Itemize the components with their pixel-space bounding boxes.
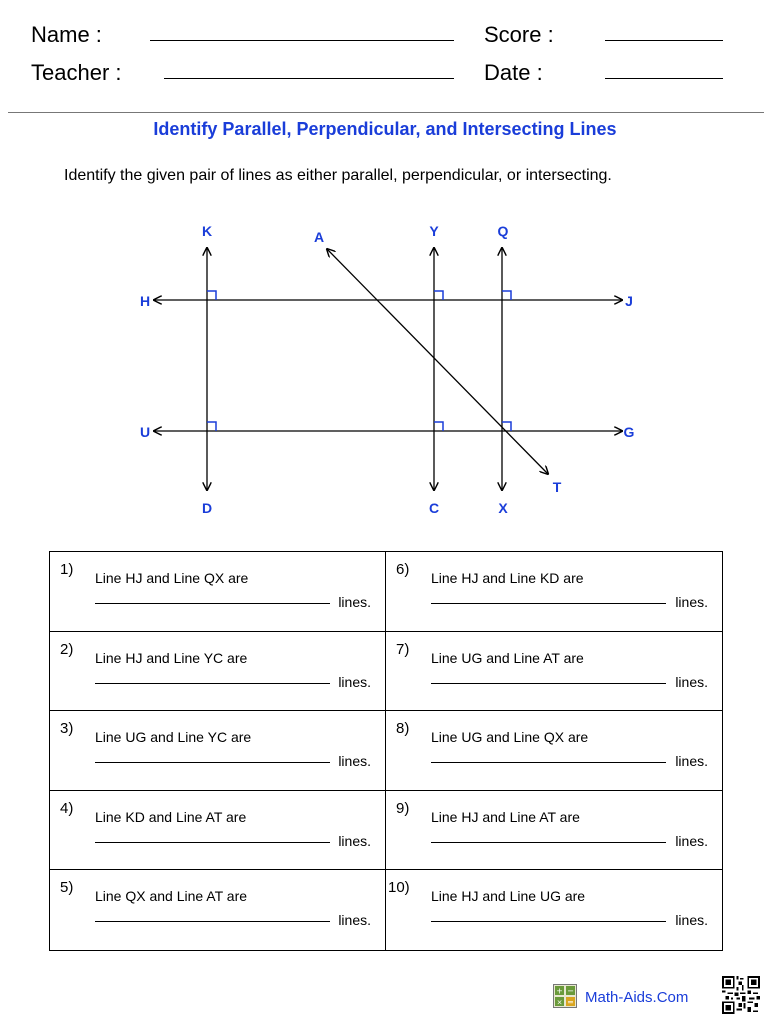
question-cell (386, 791, 722, 871)
score-label: Score : (484, 22, 554, 47)
label-t: T (552, 479, 562, 495)
answer-blank[interactable] (95, 746, 330, 763)
label-a: A (313, 229, 325, 245)
label-d: D (201, 500, 213, 516)
right-angle-marker (434, 422, 443, 431)
question-cell (386, 870, 722, 950)
answer-blank[interactable] (95, 587, 330, 604)
question-number: 4) (60, 799, 74, 817)
answer-blank[interactable] (431, 587, 666, 604)
question-number: 1) (60, 561, 74, 578)
answer-blank[interactable] (431, 826, 666, 843)
worksheet-title: Identify Parallel, Perpendicular, and Intersecting Lines (153, 119, 617, 139)
label-u: U (139, 424, 151, 440)
question-text: Line KD and Line AT are (95, 808, 247, 825)
question-suffix: lines. (675, 912, 708, 929)
question-text: Line QX and Line AT are (95, 888, 248, 905)
date-field[interactable] (605, 78, 723, 79)
right-angle-marker (502, 291, 511, 300)
right-angle-marker (434, 291, 443, 300)
name-field[interactable] (150, 40, 454, 41)
line-at (327, 249, 548, 474)
question-number: 9) (396, 799, 410, 817)
answer-blank[interactable] (431, 667, 666, 684)
question-number: 7) (396, 640, 410, 658)
label-q: Q (497, 223, 509, 239)
question-suffix: lines. (338, 912, 371, 929)
date-label: Date : (484, 60, 543, 85)
label-j: J (625, 293, 633, 309)
question-text: Line UG and Line QX are (431, 729, 589, 746)
answer-blank[interactable] (95, 826, 330, 843)
right-angle-marker (207, 291, 216, 300)
question-suffix: lines. (338, 673, 371, 690)
label-c: C (428, 500, 440, 516)
right-angle-marker (207, 422, 216, 431)
lines-figure (0, 210, 770, 525)
question-text: Line HJ and Line KD are (431, 570, 584, 586)
footer-brand-link[interactable]: Math-Aids.Com (585, 989, 689, 1006)
teacher-field[interactable] (164, 78, 454, 79)
calculator-icon (553, 984, 577, 1008)
question-text: Line HJ and Line YC are (95, 649, 248, 666)
answer-blank[interactable] (95, 667, 330, 684)
question-text: Line UG and Line AT are (431, 649, 584, 666)
instructions: Identify the given pair of lines as either parallel, perpendicular, or intersecting. (64, 167, 612, 184)
score-field[interactable] (605, 40, 723, 41)
svg-text:=: = (567, 997, 574, 1007)
label-h: H (139, 293, 151, 309)
teacher-label: Teacher : (31, 60, 122, 85)
question-suffix: lines. (338, 594, 371, 610)
question-cell (50, 791, 386, 871)
question-number: 8) (396, 720, 410, 738)
question-suffix: lines. (675, 753, 708, 770)
question-text: Line HJ and Line QX are (95, 570, 249, 586)
question-text: Line HJ and Line UG are (431, 888, 586, 905)
question-cell (50, 870, 386, 950)
label-k: K (201, 223, 213, 239)
question-suffix: lines. (338, 832, 371, 849)
question-number: 2) (60, 640, 74, 658)
label-y: Y (429, 223, 439, 239)
svg-text:×: × (556, 998, 563, 1007)
question-suffix: lines. (338, 753, 371, 770)
right-angle-marker (502, 422, 511, 431)
question-number: 3) (60, 720, 74, 738)
question-cell (386, 552, 722, 632)
question-suffix: lines. (675, 673, 708, 690)
answer-blank[interactable] (431, 746, 666, 763)
question-suffix: lines. (675, 594, 708, 610)
label-x: X (498, 500, 508, 516)
question-text: Line UG and Line YC are (95, 729, 252, 746)
label-g: G (623, 424, 635, 440)
question-number: 5) (60, 879, 74, 897)
question-number: 6) (396, 561, 410, 578)
questions-table (49, 551, 723, 951)
answer-blank[interactable] (95, 905, 330, 922)
question-cell (50, 552, 386, 632)
question-text: Line HJ and Line AT are (431, 808, 580, 825)
svg-text:+: + (556, 986, 563, 996)
question-number: 10) (388, 879, 410, 897)
question-cell (386, 711, 722, 791)
svg-text:−: − (567, 986, 574, 996)
question-suffix: lines. (675, 832, 708, 849)
question-cell (386, 632, 722, 712)
qr-code-icon (722, 976, 760, 1014)
question-cell (50, 632, 386, 712)
question-cell (50, 711, 386, 791)
answer-blank[interactable] (431, 905, 666, 922)
header-divider (8, 112, 764, 113)
name-label: Name : (31, 22, 102, 47)
